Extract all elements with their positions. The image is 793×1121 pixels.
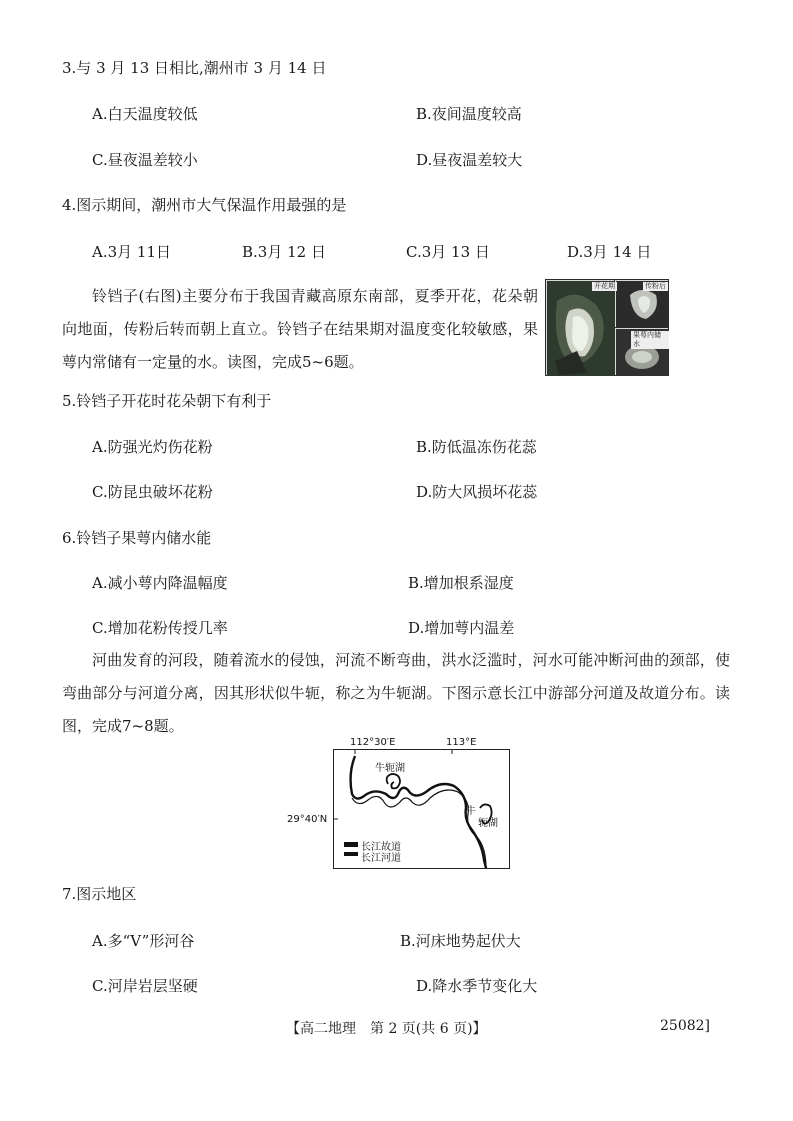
q6-option-a: A.减小萼内降温幅度 [92,574,228,592]
q5-option-b: B.防低温冻伤花蕊 [416,438,537,456]
passage-bellflower: 铃铛子(右图)主要分布于我国青藏高原东南部，夏季开花，花朵朝向地面，传粉后转而朝上直立。铃铛子在结果期对温度变化较敏感，果萼内常储有一定量的水。读图，完成5~6题。 [62,287,538,371]
map-lon-label-2: 113°E [446,737,477,748]
q3-option-a: A.白天温度较低 [92,105,198,123]
map-lake-label-2a: 牛 [466,806,476,817]
yangtze-map [333,749,510,869]
q4-option-a: A.3月 11日 [92,243,171,261]
oxbow-lake-1 [387,774,400,788]
legend-old-swatch [344,842,358,847]
map-lake-label-2b: 轭湖 [478,818,498,829]
q7-option-d: D.降水季节变化大 [416,977,538,995]
q7-stem: 7.图示地区 [62,885,137,903]
legend-river-label: 长江河道 [361,853,401,864]
map-lat-label: 29°40′N [287,814,328,825]
q5-option-d: D.防大风损坏花蕊 [416,483,538,501]
q3-stem: 3.与 3 月 13 日相比,潮州市 3 月 14 日 [62,59,327,77]
q6-option-b: B.增加根系湿度 [408,574,514,592]
q4-option-b: B.3月 12 日 [242,243,326,261]
q7-option-b: B.河床地势起伏大 [400,932,521,950]
photo-tag-flowering: 开花期 [594,282,615,290]
map-lake-label-1: 牛轭湖 [375,763,405,774]
photo-flowering [546,280,614,375]
legend-old-label: 长江故道 [361,842,401,853]
flower-drawing [547,281,615,376]
q4-option-d: D.3月 14 日 [567,243,652,261]
q6-option-d: D.增加萼内温差 [408,619,515,637]
q5-option-a: A.防强光灼伤花粉 [92,438,213,456]
q5-stem: 5.铃铛子开花时花朵朝下有利于 [62,392,272,410]
photo-tag-fruit: 果萼内储水 [631,331,669,349]
photo-tag-after: 传粉后 [645,282,666,290]
q7-option-a: A.多“V”形河谷 [92,932,195,950]
map-lon-label-1: 112°30′E [350,737,396,748]
q7-option-c: C.河岸岩层坚硬 [92,977,198,995]
q6-option-c: C.增加花粉传授几率 [92,619,228,637]
q6-stem: 6.铃铛子果萼内储水能 [62,529,212,547]
bellflower-photo [545,279,669,376]
q3-option-c: C.昼夜温差较小 [92,151,198,169]
passage-oxbow: 河曲发育的河段，随着流水的侵蚀，河流不断弯曲，洪水泛滥时，河水可能冲断河曲的颈部，使弯曲部分与河道分离，因其形状似牛轭，称之为牛轭湖。下图示意长江中游部分河道及故道分布。读图，完成7~8题。 [62,651,730,735]
q4-stem: 4.图示期间，潮州市大气保温作用最强的是 [62,196,347,214]
page-footer: 【高二地理 第 2 页(共 6 页)】 [286,1021,487,1037]
q3-option-b: B.夜间温度较高 [416,105,522,123]
q4-option-c: C.3月 13 日 [406,243,490,261]
q3-option-d: D.昼夜温差较大 [416,151,523,169]
legend-river-swatch [344,852,358,856]
exam-code: 25082] [660,1018,710,1034]
q5-option-c: C.防昆虫破坏花粉 [92,483,213,501]
